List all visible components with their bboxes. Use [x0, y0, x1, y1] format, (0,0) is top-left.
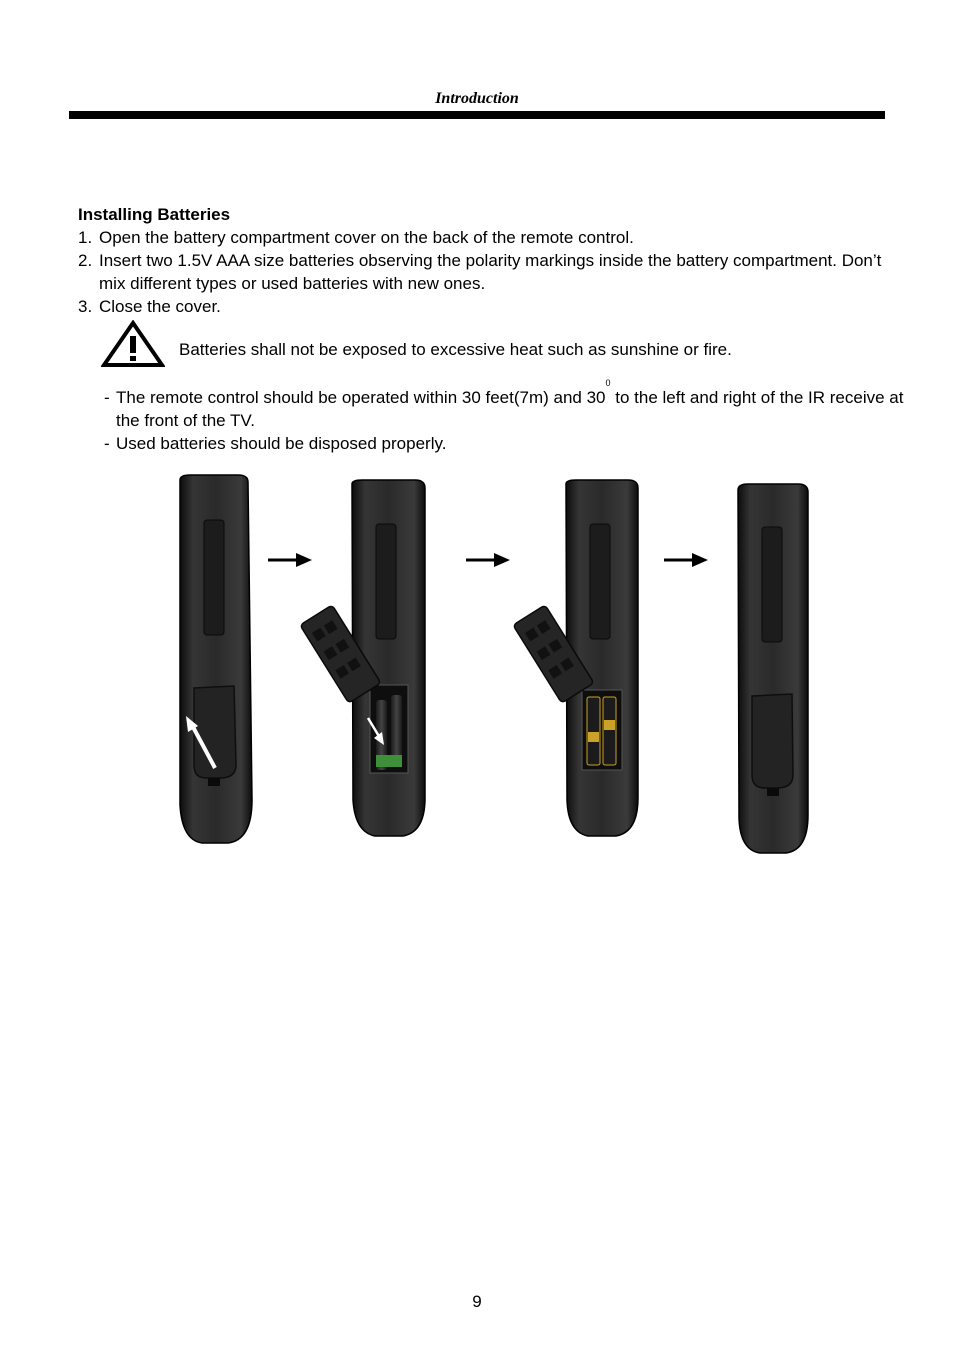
page-header-title: Introduction — [435, 90, 519, 107]
remote-step-3 — [513, 480, 638, 836]
section-title: Installing Batteries — [78, 205, 231, 224]
header-rule — [69, 111, 885, 119]
instructions-section — [78, 203, 898, 318]
note-superscript: 0 — [605, 378, 611, 388]
note-dash: - — [104, 434, 110, 453]
remote-step-2 — [300, 480, 425, 836]
page-number: 9 — [472, 1292, 482, 1311]
step-item — [78, 249, 898, 295]
battery-install-illustration — [170, 470, 850, 860]
step-item — [78, 226, 898, 249]
warning-text: Batteries shall not be exposed to excessive heat such as sunshine or fire. — [179, 340, 732, 359]
note-item — [104, 378, 904, 432]
notes-list — [104, 378, 904, 455]
step-number: 1. — [78, 228, 93, 247]
step-number: 3. — [78, 297, 93, 316]
note-item — [104, 432, 904, 455]
step-text: Close the cover. — [99, 297, 221, 316]
arrow-right-icon — [268, 553, 312, 567]
warning-block — [101, 320, 901, 370]
note-text-continued: to the left and right of the IR receive at the front of the TV. — [116, 388, 904, 430]
note-text: Used batteries should be disposed properly. — [116, 434, 447, 453]
step-item — [78, 295, 898, 318]
arrow-right-icon — [664, 553, 708, 567]
warning-triangle-icon — [101, 320, 165, 368]
note-dash: - — [104, 388, 110, 407]
step-text: Insert two 1.5V AAA size batteries observing the polarity markings inside the battery compartment. Don’t mix different types or used batteries with new ones. — [99, 251, 882, 293]
step-text: Open the battery compartment cover on the back of the remote control. — [99, 228, 634, 247]
note-text: The remote control should be operated within 30 feet(7m) and 30 — [116, 388, 606, 407]
remote-step-1 — [180, 475, 252, 843]
remote-step-4 — [738, 484, 808, 853]
step-number: 2. — [78, 251, 93, 270]
arrow-right-icon — [466, 553, 510, 567]
